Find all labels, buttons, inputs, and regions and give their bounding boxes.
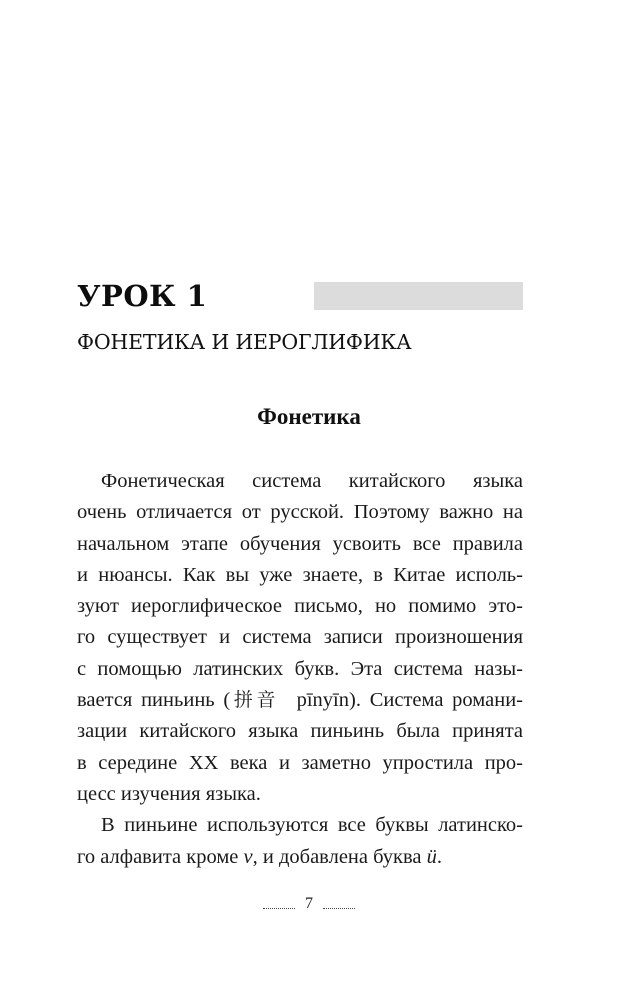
line-text-before: го алфавита кроме	[77, 845, 244, 868]
footer-dots-left	[263, 906, 295, 909]
paragraph-1-line-3: начальном этапе обучения усвоить все правила	[77, 532, 523, 555]
lesson-subtitle: ФОНЕТИКА И ИЕРОГЛИФИКА	[77, 330, 412, 354]
hanzi-pinyin: 拼音	[230, 689, 280, 712]
paragraph-1-line-11: цесс изучения языка.	[77, 782, 261, 805]
paragraph-1-line-6: го существует и система записи произношения	[77, 626, 523, 649]
line-text-middle: , и добавлена буква	[252, 845, 427, 868]
section-title: Фонетика	[257, 404, 361, 429]
paragraph-1-pinyin-line	[77, 685, 523, 716]
footer-dots-right	[323, 906, 355, 909]
pinyin-romanization: pīnyīn	[296, 689, 349, 712]
lesson-title-decorative-bar	[314, 282, 523, 310]
line-text-after: .	[436, 845, 442, 868]
paragraph-1-line-7: с помощью латинских букв. Эта система назы-	[77, 657, 523, 680]
page-footer	[0, 894, 618, 914]
paragraph-2-line-2	[77, 842, 523, 873]
paragraph-1-line-2: очень отличается от русской. Поэтому важно на	[77, 501, 523, 524]
paragraph-2-line-1: В пиньине используются все буквы латинско-	[101, 814, 523, 837]
lesson-header	[77, 276, 523, 316]
letter-v: v	[243, 845, 253, 868]
paragraph-1-line-10: в середине XX века и заметно упростила про-	[77, 751, 523, 774]
letter-u-umlaut: ü	[426, 845, 437, 868]
page-number: 7	[305, 895, 313, 912]
paragraph-1-line-1: Фонетическая система китайского языка	[101, 470, 523, 492]
body-text	[77, 466, 523, 873]
paragraph-1-line-9: зации китайского языка пиньинь была принята	[77, 720, 523, 743]
pinyin-line-after: ). Система романи-	[349, 689, 523, 712]
pinyin-line-before: вается пиньинь (	[77, 689, 231, 712]
lesson-title: УРОК 1	[77, 279, 208, 313]
paragraph-1-line-4: и нюансы. Как вы уже знаете, в Китае исполь-	[77, 563, 523, 586]
paragraph-1-line-5: зуют иероглифическое письмо, но помимо это-	[77, 595, 523, 618]
